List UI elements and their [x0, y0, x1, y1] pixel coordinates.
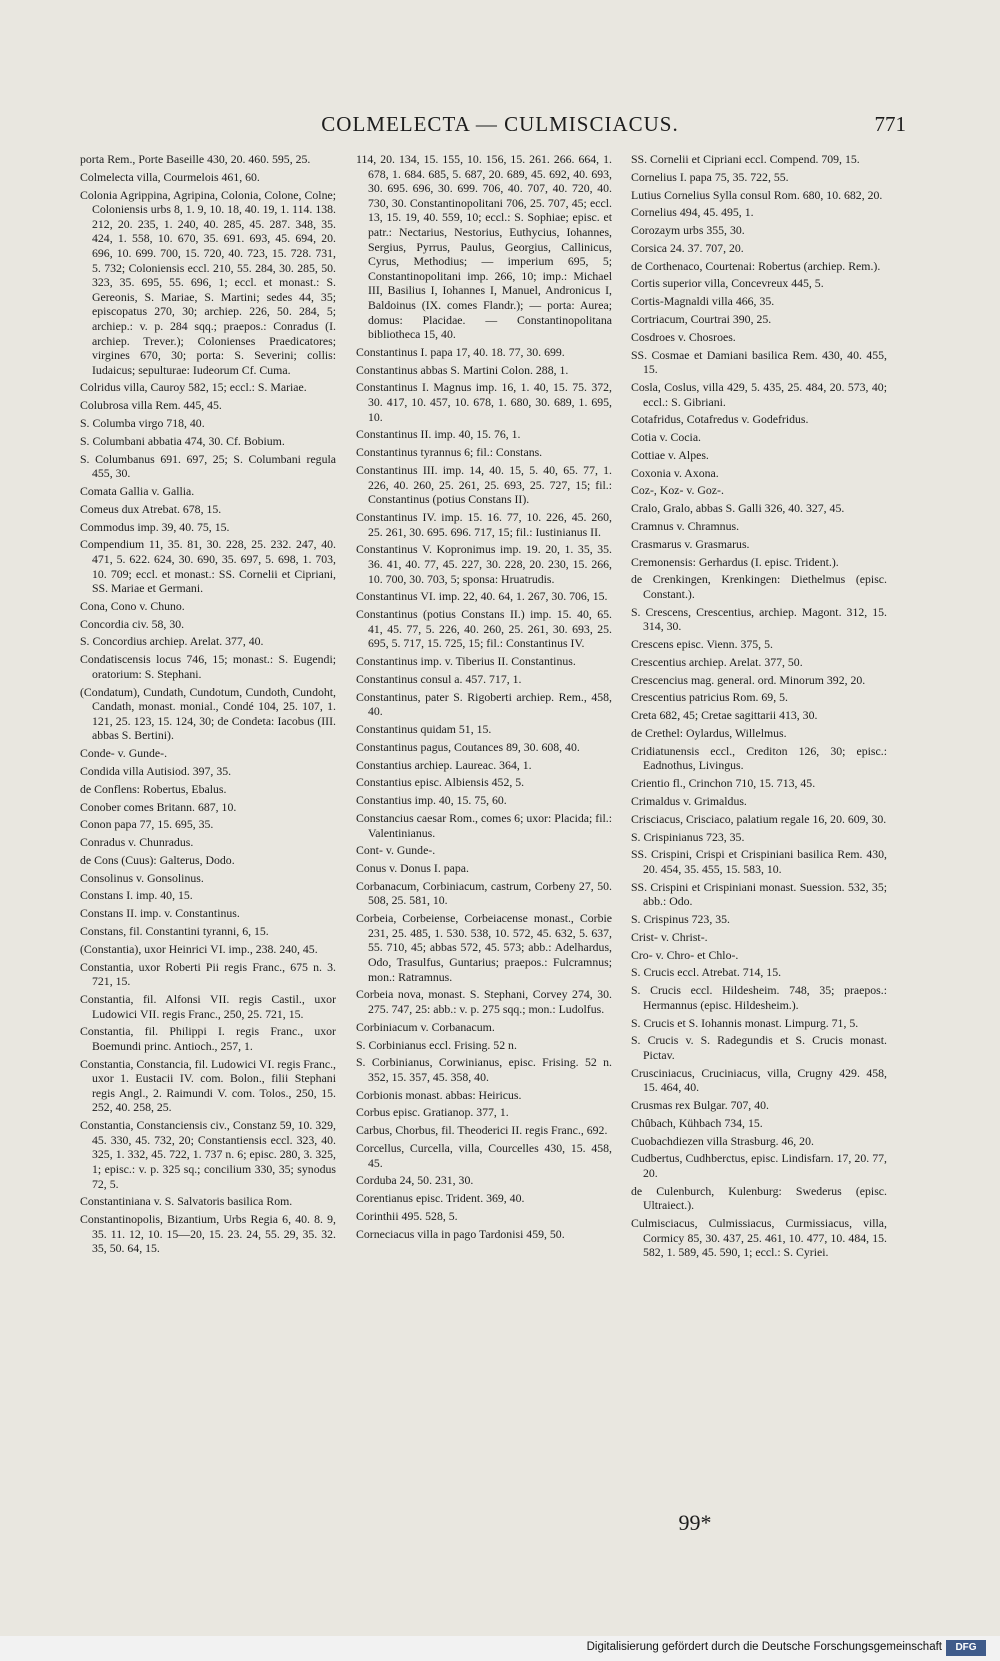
index-entry: S. Crispinus 723, 35. [631, 912, 730, 927]
index-entry: Chûbach, Kühbach 734, 15. [631, 1115, 763, 1130]
index-entry: Constantinus I. papa 17, 40. 18. 77, 30. 699. [356, 344, 565, 359]
index-entry: Constantinus abbas S. Martini Colon. 288, 1. [356, 362, 569, 377]
index-entry: Condatiscensis locus 746, 15; monast.: S. Eugendi; oratorium: S. Stephani. [80, 652, 336, 681]
index-entry: de Conflens: Robertus, Ebalus. [80, 781, 227, 796]
index-entry: de Crethel: Oylardus, Willelmus. [631, 726, 787, 741]
index-entry: S. Concordius archiep. Arelat. 377, 40. [80, 634, 264, 649]
index-entry: Compendium 11, 35. 81, 30. 228, 25. 232. 247, 40. 471, 5. 622. 624, 30. 690, 35. 697, 5. 698, 1. 703, 10. 709; eccl. et monast.: SS. Cornelii et Cipriani, SS. Mariae et Germani. [80, 537, 336, 596]
index-entry: Cuobachdiezen villa Strasburg. 46, 20. [631, 1133, 814, 1148]
index-entry: de Culenburch, Kulenburg: Swederus (episc. Ultraiect.). [631, 1183, 887, 1213]
index-entry: de Corthenaco, Courtenai: Robertus (archiep. Rem.). [631, 258, 881, 273]
index-entry: Conde- v. Gunde-. [80, 746, 168, 761]
index-entry: Corbus episc. Gratianop. 377, 1. [356, 1105, 509, 1120]
index-entry: Lutius Cornelius Sylla consul Rom. 680, 10. 682, 20. [631, 187, 883, 202]
index-entry: Cortis-Magnaldi villa 466, 35. [631, 294, 775, 309]
index-entry: Crimaldus v. Grimaldus. [631, 793, 747, 808]
index-entry: Constantius archiep. Laureac. 364, 1. [356, 757, 532, 772]
index-entry: Crescentius archiep. Arelat. 377, 50. [631, 654, 803, 669]
index-column-1 [80, 152, 336, 1552]
index-entry: Constantinus I. Magnus imp. 16, 1. 40, 15. 75. 372, 30. 417, 10. 457, 10. 678, 1. 680, 30. 689, 1. 695, 10. [356, 380, 612, 424]
index-entry: Crist- v. Christ-. [631, 929, 708, 944]
index-entry: Consolinus v. Gonsolinus. [80, 870, 204, 885]
index-entry: SS. Cosmae et Damiani basilica Rem. 430, 40. 455, 15. [631, 347, 887, 377]
index-entry: S. Corbinianus, Corwinianus, episc. Frising. 52 n. 352, 15. 357, 45. 358, 40. [356, 1055, 612, 1084]
index-entry: Constans II. imp. v. Constantinus. [80, 906, 240, 921]
index-entry: S. Columba virgo 718, 40. [80, 416, 205, 431]
index-entry: S. Columbanus 691. 697, 25; S. Columbani regula 455, 30. [80, 451, 336, 481]
index-entry: Constantinus II. imp. 40, 15. 76, 1. [356, 427, 521, 442]
index-entry: S. Crescens, Crescentius, archiep. Magont. 312, 15. 314, 30. [631, 604, 887, 634]
signature-mark: 99* [678, 1510, 712, 1535]
index-entry: Cottiae v. Alpes. [631, 447, 709, 462]
index-entry: Corentianus episc. Trident. 369, 40. [356, 1191, 525, 1206]
index-entry: Colubrosa villa Rem. 445, 45. [80, 398, 222, 413]
index-entry: Creta 682, 45; Cretae sagittarii 413, 30. [631, 708, 818, 723]
index-entry: SS. Crispini, Crispi et Crispiniani basilica Rem. 430, 20. 454, 35. 455, 15. 583, 10. [631, 847, 887, 876]
index-entry: Corbionis monast. abbas: Heiricus. [356, 1087, 522, 1102]
index-entry: Carbus, Chorbus, fil. Theoderici II. regis Franc., 692. [356, 1123, 608, 1138]
index-entry: Corinthii 495. 528, 5. [356, 1208, 458, 1223]
index-entry: S. Crucis eccl. Atrebat. 714, 15. [631, 965, 782, 980]
index-entry: Constans I. imp. 40, 15. [80, 888, 193, 903]
footer-bar [0, 1636, 1000, 1661]
index-entry: Conon papa 77, 15. 695, 35. [80, 817, 214, 832]
index-entry: Crescencius mag. general. ord. Minorum 392, 20. [631, 672, 866, 687]
index-entry: Constantinus pagus, Coutances 89, 30. 608, 40. [356, 739, 580, 754]
index-entry: Cralo, Gralo, abbas S. Galli 326, 40. 327, 45. [631, 501, 845, 516]
dfg-logo: DFG [946, 1640, 986, 1656]
index-entry: Corbiniacum v. Corbanacum. [356, 1019, 495, 1034]
index-entry: Colridus villa, Cauroy 582, 15; eccl.: S. Mariae. [80, 380, 307, 395]
index-entry: Coz-, Koz- v. Goz-. [631, 483, 724, 498]
index-entry: 114, 20. 134, 15. 155, 10. 156, 15. 261. 266. 664, 1. 678, 1. 684. 685, 5. 687, 20. 689, 45. 692, 40. 693, 30. 695. 696, 30. 699. 706, 40. 707, 40. 720, 40. 730, 30. Constantinopolitani 706, 25. 707, 45; eccl. 13, 15. 19, 40. 559, 10; eccl.: S. Sophiae; episc. et patr.: Nectarius, Nestorius, Euthycius, Iohannes, Sergius, Pyrrus, Paulus, Georgius, Callinicus, Cyrus, Methodius; — imperium 695, 5; Constantinopolitani imp. 266, 10; imp.: Michael III, Basilius I, Iohannes I, Manuel, Andronicus I, Baldoinus (IX. comes Flandr.); — porta: Aurea; domus: Placidae. — Constantinopolitana bibliotheca 15, 40. [356, 152, 612, 342]
index-entry: Constantinus IV. imp. 15. 16. 77, 10. 226, 45. 260, 25. 261, 30. 695. 696. 717, 15; fil.: Iustinianus II. [356, 509, 612, 539]
index-entry: Condida villa Autisiod. 397, 35. [80, 763, 232, 778]
index-entry: Constantiniana v. S. Salvatoris basilica Rom. [80, 1194, 293, 1209]
index-entry: Constantinus tyrannus 6; fil.: Constans. [356, 445, 543, 460]
index-entry: Cona, Cono v. Chuno. [80, 598, 185, 613]
index-entry: Constantinus (potius Constans II.) imp. 15. 40, 65. 41, 45. 77, 5. 226, 40. 260, 25. 261, 30. 693, 25. 695, 5. 717, 15. 725, 15; fil.: Constantinus IV. [356, 607, 612, 651]
index-entry: Corsica 24. 37. 707, 20. [631, 240, 744, 255]
funding-note: Digitalisierung gefördert durch die Deutsche Forschungsgemeinschaft [586, 1641, 942, 1653]
index-entry: Constantinus consul a. 457. 717, 1. [356, 671, 522, 686]
index-entry: Corbeia, Corbeiense, Corbeiacense monast., Corbie 231, 25. 485, 1. 530. 538, 10. 572, 45. 632, 5. 637, 55. 710, 45; abbas 572, 45. 573; abb.: Adelhardus, Odo, Trasulfus, Guntarius; praepos.: Fulcramnus; mon.: Ratramnus. [356, 911, 612, 984]
index-entry: Cro- v. Chro- et Chlo-. [631, 947, 739, 962]
index-entry: Cramnus v. Chramnus. [631, 519, 740, 534]
index-entry: Crisciacus, Crisciaco, palatium regale 16, 20. 609, 30. [631, 811, 887, 826]
index-entry: de Cons (Cuus): Galterus, Dodo. [80, 852, 235, 867]
index-entry: S. Columbani abbatia 474, 30. Cf. Bobium. [80, 433, 285, 448]
index-entry: (Condatum), Cundath, Cundotum, Cundoth, Cundoht, Candath, monast. monial., Condé 104, 25. 107, 1. 121, 25. 123, 15. 124, 30; de Condeta: Iacobus (III. abbas S. Bertini). [80, 684, 336, 743]
index-entry: Conradus v. Chunradus. [80, 835, 194, 850]
index-entry: Constantinus imp. v. Tiberius II. Constantinus. [356, 654, 576, 669]
index-entry: Constantinopolis, Bizantium, Urbs Regia 6, 40. 8. 9, 35. 11. 12, 10. 15—20, 15. 23. 24, 55. 29, 35. 32. 35, 50. 64, 15. [80, 1212, 336, 1256]
index-entry: Cotafridus, Cotafredus v. Godefridus. [631, 412, 809, 427]
index-entry: porta Rem., Porte Baseille 430, 20. 460. 595, 25. [80, 152, 311, 166]
index-entry: Comata Gallia v. Gallia. [80, 483, 195, 498]
index-entry: SS. Crispini et Crispiniani monast. Suession. 532, 35; abb.: Odo. [631, 879, 887, 909]
index-entry: Coxonia v. Axona. [631, 465, 719, 480]
index-entry: Constancius caesar Rom., comes 6; uxor: Placida; fil.: Valentinianus. [356, 810, 612, 840]
index-entry: Constantia, Constanciensis civ., Constanz 59, 10. 329, 45. 330, 45. 732, 20; Constantiensis eccl. 323, 40. 325, 1. 332, 45. 722, 1. 737 n. 6; episc. 280, 3. 325, 1; episc.: v. p. 325 sq.; concilium 330, 35; synodus 72, 5. [80, 1118, 336, 1191]
index-entry: Culmisciacus, Culmissiacus, Curmissiacus, villa, Cormicy 85, 30. 437, 25. 461, 10. 477, 10. 484, 15. 582, 1. 589, 45. 590, 1; eccl.: S. Cyriei. [631, 1216, 887, 1260]
index-entry: Constantinus, pater S. Rigoberti archiep. Rem., 458, 40. [356, 689, 612, 719]
index-entry: Constantius episc. Albiensis 452, 5. [356, 775, 525, 790]
index-entry: Crasmarus v. Grasmarus. [631, 536, 750, 551]
index-entry: Cridiatunensis eccl., Crediton 126, 30; episc.: Eadnothus, Livingus. [631, 743, 887, 773]
index-entry: Conober comes Britann. 687, 10. [80, 799, 237, 814]
index-entry: Cudbertus, Cudhberctus, episc. Lindisfarn. 17, 20. 77, 20. [631, 1151, 887, 1181]
index-entry: Constantius imp. 40, 15. 75, 60. [356, 793, 507, 808]
page-title: COLMELECTA — CULMISCIACUS. [321, 112, 679, 136]
index-entry: Constantia, fil. Alfonsi VII. regis Castil., uxor Ludowici VII. regis Franc., 250, 25. 721, 15. [80, 991, 336, 1021]
index-entry: Corbeia nova, monast. S. Stephani, Corvey 274, 30. 275. 747, 25: abb.: v. p. 275 sqq.; mon.: Ludolfus. [356, 987, 612, 1016]
index-entry: Constantia, fil. Philippi I. regis Franc., uxor Boemundi princ. Antioch., 257, 1. [80, 1024, 336, 1053]
index-entry: Constantinus III. imp. 14, 40. 15, 5. 40, 65. 77, 1. 226, 40. 260, 25. 261, 25. 693, 25. 727, 15; fil.: Constantinus (potius Constans II). [356, 463, 612, 507]
index-entry: Cornelius I. papa 75, 35. 722, 55. [631, 169, 789, 184]
index-entry: Cosla, Coslus, villa 429, 5. 435, 25. 484, 20. 573, 40; eccl.: S. Gibriani. [631, 379, 887, 409]
index-entry: Cornelius 494, 45. 495, 1. [631, 205, 754, 220]
index-entry: de Crenkingen, Krenkingen: Diethelmus (episc. Constant.). [631, 572, 887, 601]
index-entry: Constantia, uxor Roberti Pii regis Franc., 675 n. 3. 721, 15. [80, 959, 336, 989]
index-column-3 [631, 152, 887, 1552]
index-entry: S. Crispinianus 723, 35. [631, 829, 745, 844]
index-entry: Constantinus V. Kopronimus imp. 19. 20, 1. 35, 35. 36. 41, 40. 77, 45. 227, 30. 228, 20. 230, 15. 266, 10. 700, 30. 703, 5; sponsa: Hruatrudis. [356, 542, 612, 586]
index-entry: Colonia Agrippina, Agripina, Colonia, Colone, Colne; Coloniensis urbs 8, 1. 9, 10. 18, 40. 19, 1. 114. 138. 212, 20. 235, 1. 240, 40. 285, 45. 287. 348, 35. 424, 1. 558, 10. 670, 35. 691. 693, 45. 694, 20. 696, 10. 699. 700, 15. 720, 40. 723, 15. 728. 731, 5. 732; Coloniensis eccl. 210, 55. 284, 30. 285, 50. 323, 35. 695, 55. 696, 1; eccl. et monast.: S. Gereonis, S. Mariae, S. Martini; sedes 44, 35; episcopatus 270, 30; archiep. 226, 50. 284, 5; archiep.: v. p. 284 sqq.; praepos.: Conradus (I. archiep. Trever.); Colonienses Praedicatores; virgines 670, 30; porta: S. Severini; collis: Iudaicus; sepulturae: Iudeorum Cf. Cuma. [80, 187, 336, 377]
running-header [0, 108, 1000, 142]
index-entry: Crescentius patricius Rom. 69, 5. [631, 690, 788, 705]
index-entry: S. Crucis v. S. Radegundis et S. Crucis monast. Pictav. [631, 1033, 887, 1062]
index-entry: Crescens episc. Vienn. 375, 5. [631, 637, 773, 652]
index-entry: Cont- v. Gunde-. [356, 843, 436, 858]
index-entry: Conus v. Donus I. papa. [356, 861, 469, 876]
index-entry: Crusciniacus, Cruciniacus, villa, Crugny 429. 458, 15. 464, 40. [631, 1065, 887, 1095]
index-entry: Colmelecta villa, Courmelois 461, 60. [80, 169, 260, 184]
index-entry: Crientio fl., Crinchon 710, 15. 713, 45. [631, 776, 816, 791]
index-entry: Cosdroes v. Chosroes. [631, 329, 736, 344]
index-entry: Crusmas rex Bulgar. 707, 40. [631, 1098, 769, 1113]
index-entry: Constantinus VI. imp. 22, 40. 64, 1. 267, 30. 706, 15. [356, 589, 608, 604]
index-entry: Corcellus, Curcella, villa, Courcelles 430, 15. 458, 45. [356, 1141, 612, 1170]
index-entry: Corduba 24, 50. 231, 30. [356, 1173, 474, 1188]
index-entry: Cremonensis: Gerhardus (I. episc. Trident.). [631, 554, 839, 569]
index-entry: Constantia, Constancia, fil. Ludowici VI. regis Franc., uxor 1. Eustacii IV. com. Bolon., filii Stephani regis Angl., 2. Raimundi V. com. Tolos., 250, 15. 252, 40. 258, 25. [80, 1056, 336, 1115]
index-entry: Cortriacum, Courtrai 390, 25. [631, 312, 772, 327]
page-number: 771 [874, 112, 906, 136]
index-entry: S. Crucis eccl. Hildesheim. 748, 35; praepos.: Hermannus (episc. Hildesheim.). [631, 983, 887, 1012]
index-entry: Corbanacum, Corbiniacum, castrum, Corbeny 27, 50. 508, 25. 581, 10. [356, 878, 612, 908]
index-entry: Constans, fil. Constantini tyranni, 6, 15. [80, 923, 269, 938]
index-entry: Concordia civ. 58, 30. [80, 616, 185, 631]
index-entry: Commodus imp. 39, 40. 75, 15. [80, 519, 230, 534]
index-column-2 [356, 152, 612, 1552]
index-entry: Comeus dux Atrebat. 678, 15. [80, 501, 222, 516]
index-entry: Corozaym urbs 355, 30. [631, 223, 745, 238]
index-entry: Cotia v. Cocia. [631, 430, 702, 445]
index-entry: (Constantia), uxor Heinrici VI. imp., 238. 240, 45. [80, 941, 318, 956]
index-entry: SS. Cornelii et Cipriani eccl. Compend. 709, 15. [631, 152, 860, 166]
index-entry: Cortis superior villa, Concevreux 445, 5. [631, 276, 824, 291]
index-entry: Corneciacus villa in pago Tardonisi 459, 50. [356, 1226, 565, 1241]
index-entry: S. Crucis et S. Iohannis monast. Limpurg. 71, 5. [631, 1015, 859, 1030]
index-entry: S. Corbinianus eccl. Frising. 52 n. [356, 1037, 517, 1052]
index-entry: Constantinus quidam 51, 15. [356, 722, 492, 736]
